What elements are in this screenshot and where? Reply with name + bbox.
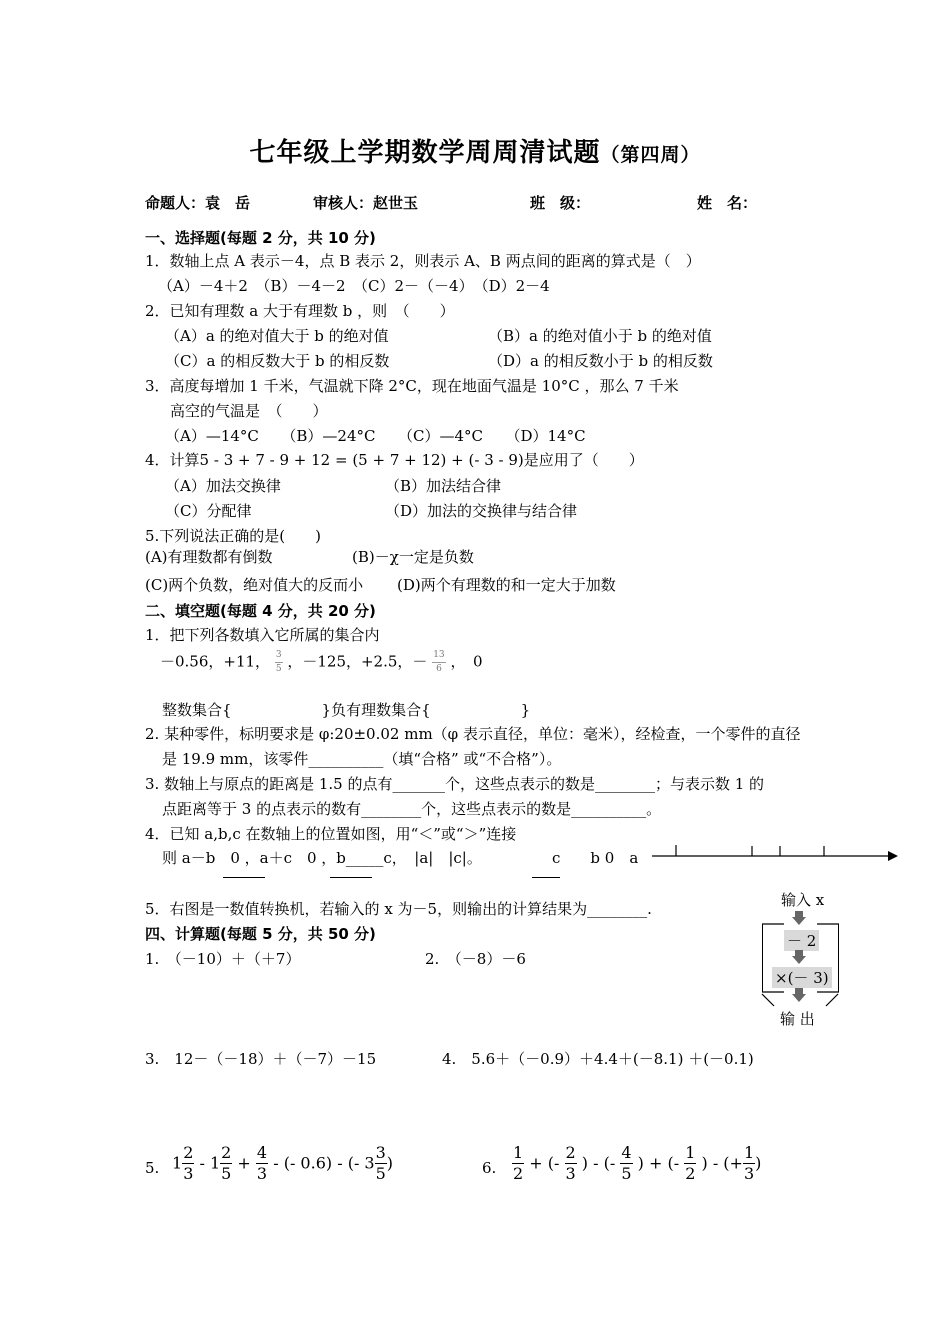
fraction-2-3: $\frac{2}{3}$ — [183, 1143, 194, 1183]
fraction-2-3b: $\frac{2}{3}$ — [565, 1143, 576, 1183]
q2-option-d: （D）a 的相反数小于 b 的相反数 — [488, 352, 713, 370]
q4-option-b: （B）加法结合律 — [385, 477, 502, 495]
f2-line1: 2. 某种零件，标明要求是 φ:20±0.02 mm（φ 表示直径，单位：毫米），经检查，一个零件的直径 — [145, 725, 801, 743]
q4-option-d: （D）加法的交换律与结合律 — [385, 502, 578, 520]
title-main: 七年级上学期数学周周清试题 — [249, 138, 601, 168]
f4-line2: 则 a－b 0 ，a＋c 0 ，b_____c， |a| |c|。 — [162, 849, 482, 867]
author-label: 命题人：袁 岳 — [145, 194, 251, 212]
calc-6-label: 6. — [482, 1159, 497, 1177]
q5-option-b: (B)－χ一定是负数 — [352, 548, 474, 566]
reviewer-label: 审核人：赵世玉 — [313, 194, 419, 212]
f4-blank-2 — [330, 877, 372, 878]
q2-option-a: （A）a 的绝对值大于 b 的绝对值 — [165, 327, 389, 345]
f1-numbers — [160, 651, 482, 674]
machine-output-label: 输 出 — [780, 1010, 815, 1028]
fraction-3-5b: $\frac{3}{5}$ — [375, 1143, 386, 1183]
f1-numbers-a: －0.56，+11， — [160, 652, 271, 671]
page-title — [0, 132, 950, 169]
q1-stem: 1．数轴上点 A 表示－4，点 B 表示 2，则表示 A、B 两点间的距离的算式是（ ） — [145, 252, 701, 270]
q3-stem-line1: 3．高度每增加 1 千米，气温就下降 2°C，现在地面气温是 10°C ，那么 7 千米 — [145, 377, 679, 395]
fraction-2-5: $\frac{2}{5}$ — [221, 1143, 232, 1183]
q5-option-d: (D)两个有理数的和一定大于加数 — [397, 576, 616, 594]
calc-6-expression: $\frac{1}{2}$ + (- $\frac{2}{3}$ ) - (- $\frac{4}{5}$ ) + (- $\frac{1}{2}$ ) - (+ $\frac{1}{3}$ ) — [513, 1143, 762, 1183]
q2-option-c: （C）a 的相反数大于 b 的相反数 — [165, 352, 390, 370]
q3-options: （A）—14°C （B）—24°C （C）—4°C （D）14°C — [165, 427, 586, 445]
q4-stem: 4．计算5 - 3 + 7 - 9 + 12 = (5 + 7 + 12) + (- 3 - 9)是应用了（ ） — [145, 451, 644, 469]
number-line — [650, 840, 900, 870]
fraction-1-2b: $\frac{1}{2}$ — [685, 1143, 696, 1183]
name-label: 姓 名： — [697, 194, 758, 212]
f3-line1: 3. 数轴上与原点的距离是 1.5 的点有_______个，这些点表示的数是________；与表示数 1 的 — [145, 775, 765, 793]
f4-blank-1 — [223, 877, 265, 878]
fraction-4-5: $\frac{4}{5}$ — [621, 1143, 632, 1183]
fraction-1-2: $\frac{1}{2}$ — [513, 1143, 524, 1183]
q5-stem: 5.下列说法正确的是( ) — [145, 527, 322, 545]
f1-sets: 整数集合{ }负有理数集合{ } — [162, 701, 531, 719]
machine-input-label: 输入 x — [781, 891, 825, 909]
calc-5-expression: 1 $\frac{2}{3}$ - 1 $\frac{2}{5}$ + $\frac{4}{3}$ - (- 0.6) - (- 3 $\frac{3}{5}$ ) — [172, 1143, 394, 1183]
f4-blank-3 — [532, 877, 560, 878]
title-suffix: （第四周） — [600, 144, 701, 166]
section-calc-heading: 四、计算题(每题 5 分，共 50 分) — [145, 925, 376, 943]
fraction-13-6: $\frac{13}{6}$ — [433, 650, 445, 674]
calc-4: 4. 5.6＋（－0.9）＋4.4＋(－8.1) ＋(－0.1) — [442, 1050, 754, 1068]
f5-stem: 5．右图是一数值转换机，若输入的 x 为－5，则输出的计算结果为________. — [145, 900, 652, 918]
calc-5-label: 5. — [145, 1159, 160, 1177]
fraction-1-3: $\frac{1}{3}$ — [743, 1143, 755, 1183]
q4-option-c: （C）分配律 — [165, 502, 252, 520]
machine-step-times-minus-3: ×(－ 3) — [772, 967, 832, 988]
section-choice-heading: 一、选择题(每题 2 分，共 10 分) — [145, 229, 376, 247]
q5-option-a: (A)有理数都有倒数 — [145, 548, 273, 566]
f1-numbers-c: ， 0 — [450, 652, 483, 671]
calc-3: 3. 12－（－18）＋（－7）－15 — [145, 1050, 377, 1068]
fraction-3-5: $\frac{3}{5}$ — [275, 650, 282, 674]
f2-line2: 是 19.9 mm，该零件__________（填“合格” 或“不合格”）。 — [162, 750, 562, 768]
q2-option-b: （B）a 的绝对值小于 b 的绝对值 — [488, 327, 712, 345]
q3-stem-line2: 高空的气温是 （ ） — [170, 402, 328, 420]
number-line-labels: c b 0 a — [552, 849, 639, 867]
q1-options: （A）－4＋2 （B）－4－2 （C）2－（－4） （D）2－4 — [158, 277, 550, 295]
q2-stem: 2．已知有理数 a 大于有理数 b ，则 （ ） — [145, 302, 455, 320]
q4-option-a: （A）加法交换律 — [165, 477, 281, 495]
fraction-4-3: $\frac{4}{3}$ — [256, 1143, 268, 1183]
q5-option-c: (C)两个负数，绝对值大的反而小 — [145, 576, 364, 594]
section-fill-heading: 二、填空题(每题 4 分，共 20 分) — [145, 602, 376, 620]
class-label: 班 级： — [530, 194, 591, 212]
f1-stem: 1．把下列各数填入它所属的集合内 — [145, 626, 380, 644]
number-line-arrow — [888, 851, 898, 861]
machine-step-minus-2: － 2 — [784, 930, 819, 951]
calc-2: 2. （－8）－6 — [425, 950, 526, 968]
machine-arrow-2 — [792, 956, 806, 964]
f4-line1: 4．已知 a,b,c 在数轴上的位置如图，用“＜”或“＞”连接 — [145, 825, 517, 843]
f1-numbers-b: ，－125，+2.5，－ — [287, 652, 428, 671]
f3-line2: 点距离等于 3 的点表示的数有________个，这些点表示的数是__________。 — [162, 800, 662, 818]
calc-1: 1. （－10）＋（＋7） — [145, 950, 301, 968]
